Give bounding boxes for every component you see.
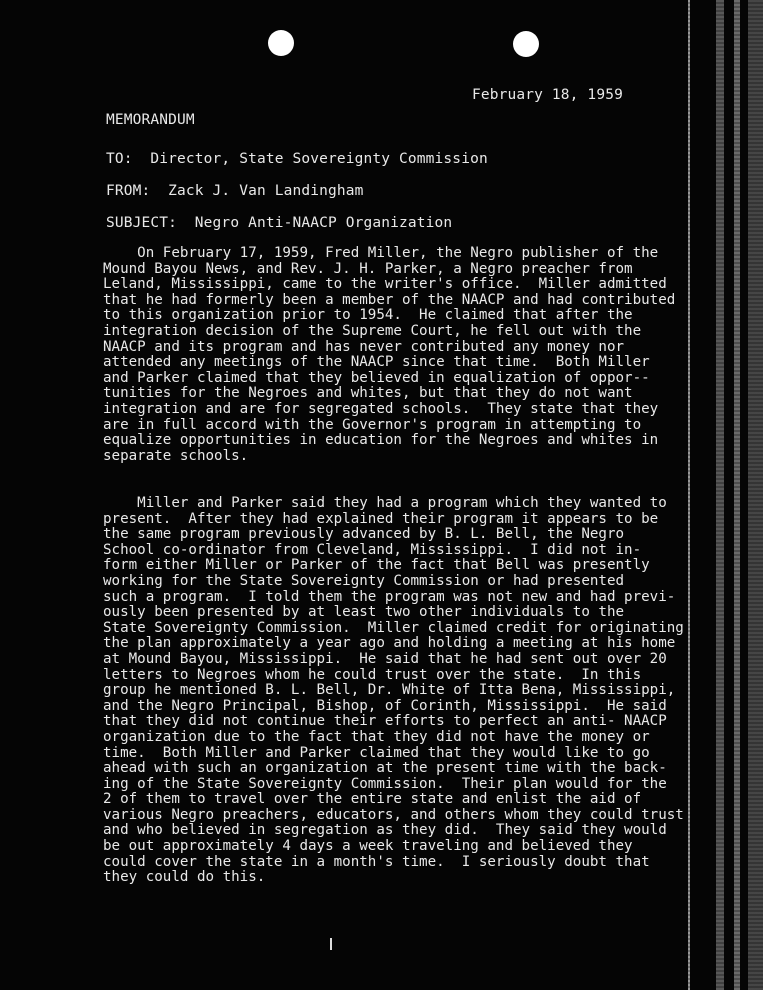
text-line: they could do this. — [103, 869, 266, 886]
scan-edge-artifact — [716, 0, 724, 990]
text-line: that they did not continue their efforts to perfect an anti- NAACP — [103, 713, 667, 730]
text-line: to this organization prior to 1954. He claimed that after the — [103, 307, 633, 324]
text-line: Leland, Mississippi, came to the writer's office. Miller admitted — [103, 276, 667, 293]
text-line: School co-ordinator from Cleveland, Mississippi. I did not in- — [103, 541, 642, 558]
text-line: attended any meetings of the NAACP since that time. Both Miller — [103, 354, 650, 371]
text-line: the plan approximately a year ago and holding a meeting at his home — [103, 635, 676, 652]
text-line: and who believed in segregation as they did. They said they would — [103, 822, 667, 839]
punch-hole — [513, 31, 539, 57]
text-line: separate schools. — [103, 447, 249, 464]
to-line: TO: Director, State Sovereignty Commission — [106, 151, 488, 167]
text-line: ahead with such an organization at the present time with the back- — [103, 760, 667, 777]
page-mark — [330, 938, 332, 950]
from-line: FROM: Zack J. Van Landingham — [106, 183, 364, 199]
text-line: ously been presented by at least two other individuals to the — [103, 604, 625, 621]
text-line: be out approximately 4 days a week traveling and believed they — [103, 838, 633, 855]
text-line: integration decision of the Supreme Court, he fell out with the — [103, 322, 642, 339]
subject-line: SUBJECT: Negro Anti-NAACP Organization — [106, 215, 453, 231]
punch-hole — [268, 30, 294, 56]
paragraph-1 — [103, 246, 713, 464]
text-line: could cover the state in a month's time. I seriously doubt that — [103, 853, 650, 870]
text-line: group he mentioned B. L. Bell, Dr. White of Itta Bena, Mississippi, — [103, 682, 676, 699]
text-line: that he had formerly been a member of the NAACP and had contributed — [103, 291, 676, 308]
text-line: and Parker claimed that they believed in equalization of oppor-- — [103, 369, 650, 386]
text-line: form either Miller or Parker of the fact that Bell was presently — [103, 557, 650, 574]
text-line: various Negro preachers, educators, and others whom they could trust — [103, 806, 684, 823]
text-line: working for the State Sovereignty Commission or had presented — [103, 572, 625, 589]
text-line: letters to Negroes whom he could trust over the state. In this — [103, 666, 642, 683]
text-line: NAACP and its program and has never contributed any money nor — [103, 338, 625, 355]
text-line: On February 17, 1959, Fred Miller, the Negro publisher of the — [103, 245, 659, 261]
text-line: equalize opportunities in education for the Negroes and whites in — [103, 432, 659, 449]
text-line: ing of the State Sovereignty Commission. Their plan would for the — [103, 775, 667, 792]
text-line: 2 of them to travel over the entire state and enlist the aid of — [103, 791, 642, 808]
text-line: State Sovereignty Commission. Miller claimed credit for originating — [103, 619, 684, 636]
text-line: time. Both Miller and Parker claimed that they would like to go — [103, 744, 650, 761]
text-line: Mound Bayou News, and Rev. J. H. Parker, a Negro preacher from — [103, 260, 633, 277]
text-line: tunities for the Negroes and whites, but that they do not want — [103, 385, 633, 402]
text-line: such a program. I told them the program was not new and had previ- — [103, 588, 676, 605]
text-line: are in full accord with the Governor's program in attempting to — [103, 416, 642, 433]
text-line: Miller and Parker said they had a program which they wanted to — [103, 495, 667, 511]
text-line: present. After they had explained their program it appears to be — [103, 510, 659, 527]
scan-edge-artifact — [734, 0, 740, 990]
memo-date: February 18, 1959 — [472, 87, 623, 103]
text-line: organization due to the fact that they did not have the money or — [103, 728, 650, 745]
paragraph-2 — [103, 496, 713, 886]
text-line: and the Negro Principal, Bishop, of Corinth, Mississippi. He said — [103, 697, 667, 714]
text-line: integration and are for segregated schools. They state that they — [103, 400, 659, 417]
text-line: the same program previously advanced by B. L. Bell, the Negro — [103, 526, 625, 543]
text-line: at Mound Bayou, Mississippi. He said that he had sent out over 20 — [103, 650, 667, 667]
scan-edge-artifact — [748, 0, 763, 990]
memo-heading: MEMORANDUM — [106, 112, 195, 128]
